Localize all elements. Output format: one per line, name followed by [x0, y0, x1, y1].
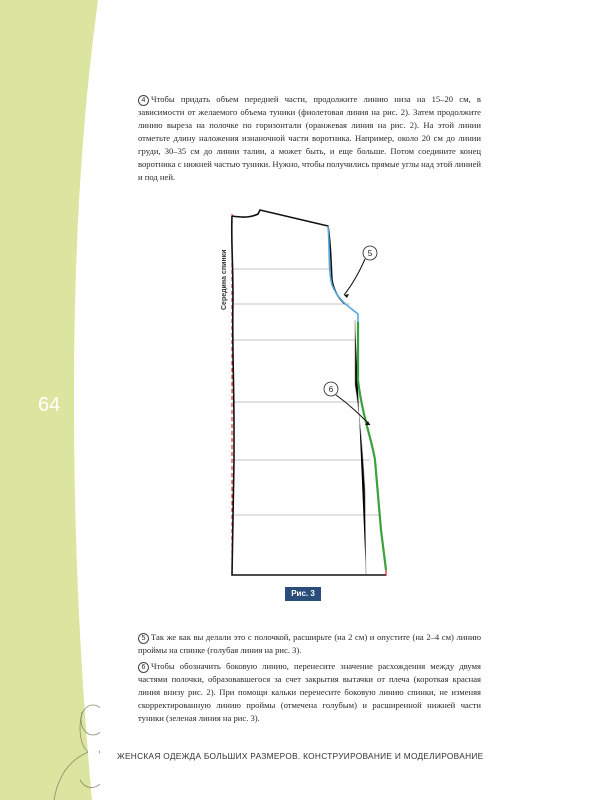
step-number-badge: 4: [138, 95, 149, 106]
svg-text:6: 6: [328, 385, 334, 394]
page-number: 64: [38, 394, 61, 416]
guide-lines: [232, 269, 386, 575]
book-title-footer: ЖЕНСКАЯ ОДЕЖДА БОЛЬШИХ РАЗМЕРОВ. КОНСТРУИРОВАНИЕ И МОДЕЛИРОВАНИЕ: [117, 751, 484, 761]
instruction-paragraph-6: [138, 660, 481, 725]
instruction-paragraph-4: [138, 93, 481, 184]
armhole-line-blue: [328, 226, 358, 322]
marker-6: [324, 382, 370, 425]
marker-5: [344, 246, 377, 298]
instruction-paragraph-5: [138, 631, 481, 657]
pattern-drawing: [200, 200, 420, 585]
step-number-badge: 5: [138, 633, 149, 644]
figure-label: Рис. 3: [285, 587, 321, 601]
svg-text:5: 5: [367, 249, 373, 258]
instruction-text: Так же как вы делали это с полочкой, расширьте (на 2 см) и опустите (на 2–4 см) линию проймы на спинке (голубая линия на рис. 3).: [138, 632, 481, 655]
center-back-label: Середина спинки: [221, 249, 228, 310]
instruction-text: Чтобы обозначить боковую линию, перенесите значение расхождения между двумя частями полочки, образовавшегося за счет закрытия вытачки от плеча (короткая красная линия внизу рис. 2). При помощи кальки перенесите боковую линию спинки, не изменяя скорректированную линию проймы (отмечена голубым) и расширенной нижней части туники (зеленая линия на рис. 3).: [138, 661, 481, 723]
instruction-text: Чтобы придать объем передней части, продолжите линию низа на 15–20 см, в зависимости от желаемого объема туники (фиолетовая линия на рис. 2). Затем продолжите линию выреза на полочке по горизонтали (оранжевая линия на рис. 2). На этой линии отметьте длину наложения изнаночной части воротника. Например, около 20 см до линии груди, 30–35 см до линии талии, а может быть, и еще больше. Потом соедините конец воротника с нижней частью туники. Нужно, чтобы получились прямые углы над этой линией и под ней.: [138, 94, 481, 182]
step-number-badge: 6: [138, 662, 149, 673]
